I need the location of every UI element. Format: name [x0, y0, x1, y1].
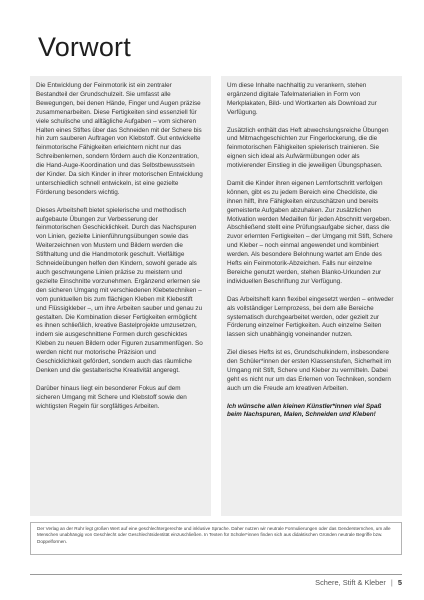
paragraph: Damit die Kinder ihren eigenen Lernfortschritt verfolgen können, gibt es zu jedem Bereich eine Checkliste, die ihnen hilft, ihre Fähigkeiten einzuschätzen und bereits gemeisterte Aufgaben abzuhaken. Zur zusätzlichen Motivation werden Medaillen für jeden Abschnitt vergeben. Abschließend stellt eine Prüfungsaufgabe sicher, dass die zuvor erlernten Fertigkeiten – der Umgang mit Stift, Schere und Kleber – noch einmal angewendet und kombiniert werden. Als besondere Belohnung wartet am Ende des Hefts ein Feinmotorik-Abzeichen. Falls nur einzelne Bereiche genutzt werden, stehen Blanko-Urkunden zur individuellen Beschriftung zur Verfügung. — [227, 179, 393, 285]
paragraph: Darüber hinaus liegt ein besonderer Fokus auf dem sicheren Umgang mit Schere und Klebstoff sowie den wichtigsten Regeln für sorgfältiges Arbeiten. — [36, 384, 187, 410]
paragraph: Das Arbeitsheft kann flexibel eingesetzt werden – entweder als vollständiger Lernprozess, bei dem alle Bereiche systematisch durchgearbeitet werden, oder gezielt zur Förderung einzelner Fertigkeiten. Auch einzelne Seiten lassen sich unabhängig voneinander nutzen. — [227, 295, 394, 339]
paragraph: Ziel dieses Hefts ist es, Grundschulkindern, insbesondere den Schüler*innen der ersten Klassenstufen, Sicherheit im Umgang mit Stift, Schere und Kleber zu vermitteln. Dabei geht es nicht nur um das Erlernen von Techniken, sondern auch um die Freude am kreativen Arbeiten. — [227, 349, 391, 392]
paragraph: Zusätzlich enthält das Heft abwechslungsreiche Übungen und Mitmachgeschichten zur Fingerlockerung, die die feinmotorischen Fähigkeiten spielerisch trainieren. Sie eignen sich ideal als Aufwärmübungen oder als motivierender Einstieg in die jeweiligen Übungsphasen. — [227, 126, 389, 170]
page-footer — [315, 578, 402, 587]
footer-separator: | — [390, 578, 393, 587]
language-notice: Der Verlag an der Ruhr legt großen Wert auf eine geschlechtergerechte und inklusive Sprache. Daher nutzen wir neutrale Formulierungen oder das Gendersternchen, um alle Menschen unabhängig von Geschlecht oder Geschlechtsidentität einzuschließen. In Texten für Schüler*innen finden sich aus didaktischen Gründen neutrale Begriffe bzw. Doppelformen. — [30, 522, 402, 555]
paragraph: Um diese Inhalte nachhaltig zu verankern, stehen ergänzend digitale Tafelmaterialien in Form von Merkplakaten, Bild- und Wortkarten als Download zur Verfügung. — [227, 82, 377, 116]
book-title: Schere, Stift & Kleber — [315, 578, 386, 587]
page-title: Vorwort — [38, 32, 131, 62]
paragraph: Die Entwicklung der Feinmotorik ist ein zentraler Bestandteil der Grundschulzeit. Sie umfasst alle Bewegungen, bei denen Hände, Finger und Augen präzise zusammenarbeiten. Diese Fertigkeiten sind essenziell für viele schulische und alltägliche Aufgaben – vom sicheren Halten eines Stiftes über das Schneiden mit der Schere bis hin zum sauberen Auftragen von Klebstoff. Gut entwickelte feinmotorische Fähigkeiten erleichtern nicht nur das Schreibenlernen, sondern fördern auch die Konzentration, die Hand-Auge-Koordination und das Selbstbewusstsein der Kinder. Da sich Kinder in ihrer motorischen Entwicklung unterschiedlich schnell entwickeln, ist eine gezielte Förderung besonders wichtig. — [36, 82, 203, 196]
paragraph: Dieses Arbeitsheft bietet spielerische und methodisch aufgebaute Übungen zur Verbesserung der feinmotorischen Geschicklichkeit. Durch das Nachspuren von Linien, gezielte Linienführungsübungen sowie das Weiterzeichnen von Mustern und Bildern werden die Stifthaltung und die Handmotorik geschult. Vielfältige Schneideübungen helfen den Kindern, sowohl gerade als auch geschwungene Linien präzise zu meistern und gezielte Einschnitte vorzunehmen. Ergänzend erlernen sie den sicheren Umgang mit verschiedenen Klebetechniken – vom punktuellen bis zum flächigen Kleben mit Klebestift und Flüssigkleber –, um ihre Arbeiten sauber und genau zu gestalten. Die Kombination dieser Fertigkeiten ermöglicht es ihnen schließlich, kreative Bastelprojekte umzusetzen, indem sie ausgeschnittene Formen durch geschicktes Kleben zu neuen Bildern oder Figuren zusammenfügen. So werden nicht nur motorische Präzision und Geschicklichkeit gefördert, sondern auch das räumliche Denken und die gestalterische Kreativität angeregt. — [36, 206, 203, 374]
footer-divider — [30, 574, 402, 575]
left-column — [30, 76, 211, 516]
page-number: 5 — [397, 578, 402, 587]
text-columns — [30, 76, 402, 516]
right-column — [221, 76, 402, 516]
closing-line: Ich wünsche allen kleinen Künstler*innen viel Spaß beim Nachspuren, Malen, Schneiden und Kleben! — [227, 402, 382, 419]
